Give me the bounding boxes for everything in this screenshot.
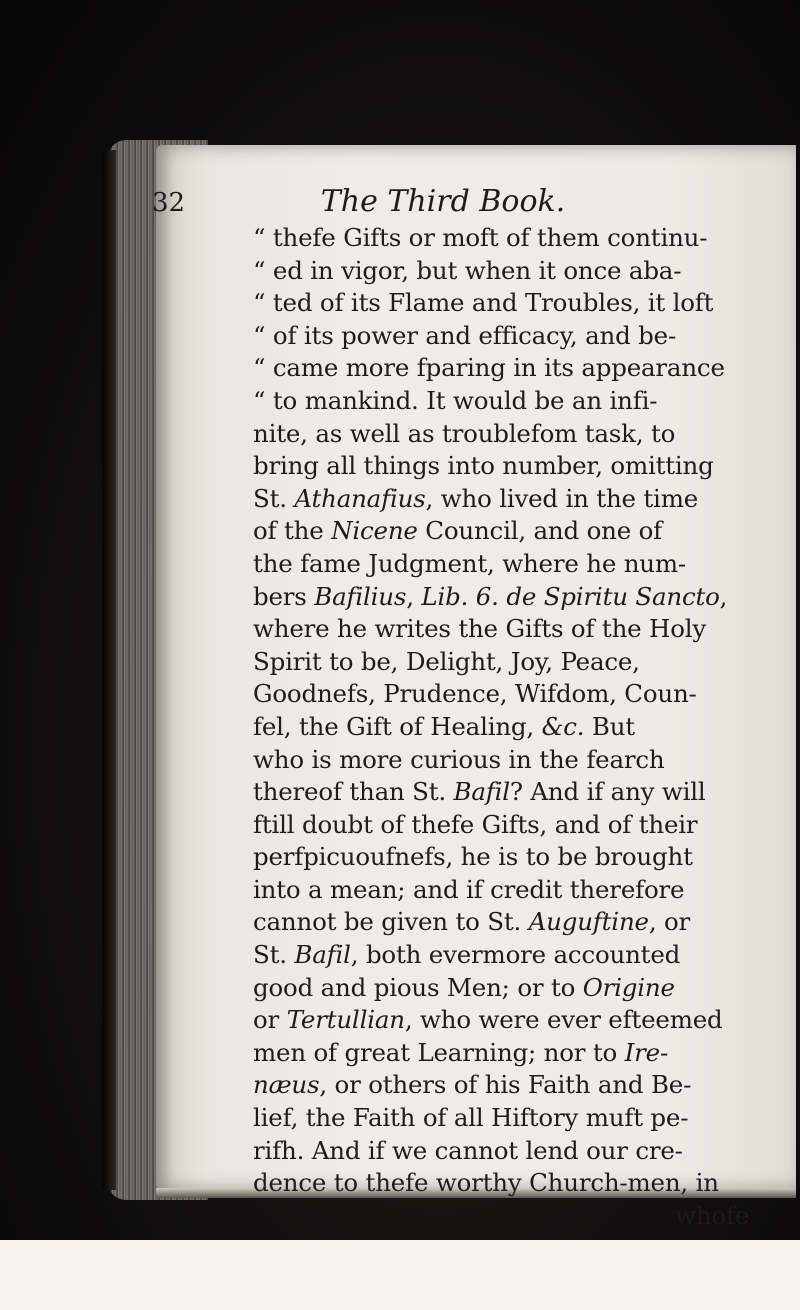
- text-line: ftill doubt of thefe Gifts, and of their: [253, 809, 698, 839]
- background-bottom: [0, 1240, 800, 1310]
- text-line: dence to thefe worthy Church-men, in: [253, 1168, 719, 1198]
- text-line: “ to mankind. It would be an infi-: [253, 385, 658, 415]
- text-line: or Tertullian, who were ever efteemed: [253, 1005, 723, 1035]
- text-line: cannot be given to St. Auguftine, or: [253, 907, 691, 937]
- text-line: thereof than St. Bafil? And if any will: [253, 777, 706, 807]
- text-line: perfpicuoufnefs, he is to be brought: [253, 842, 693, 872]
- text-line: Goodnefs, Prudence, Wifdom, Coun-: [253, 679, 697, 709]
- text-line: where he writes the Gifts of the Holy: [253, 614, 707, 644]
- text-line: “ came more fparing in its appearance: [253, 353, 725, 383]
- text-line: bers Bafilius, Lib. 6. de Spiritu Sancto,: [253, 581, 728, 611]
- text-line: næus, or others of his Faith and Be-: [253, 1070, 692, 1100]
- text-line: nite, as well as troublefom task, to: [253, 418, 676, 448]
- text-line: fel, the Gift of Healing, &c. But: [253, 711, 635, 741]
- text-line: of the Nicene Council, and one of: [253, 516, 663, 546]
- text-line: “ ted of its Flame and Troubles, it loft: [253, 288, 714, 318]
- text-line: Spirit to be, Delight, Joy, Peace,: [253, 646, 640, 676]
- page-number: 32: [152, 188, 186, 218]
- text-line: “ of its power and efficacy, and be-: [253, 320, 677, 350]
- text-line: into a mean; and if credit therefore: [253, 874, 685, 904]
- text-line: whofe: [675, 1200, 750, 1230]
- text-line: the fame Judgment, where he num-: [253, 548, 686, 578]
- book-gutter-shadow: [102, 150, 116, 1190]
- text-line: bring all things into number, omitting: [253, 451, 714, 481]
- text-line: “ thefe Gifts or moft of them continu-: [253, 223, 708, 252]
- text-line: St. Athanafius, who lived in the time: [253, 483, 699, 513]
- page-text: [253, 184, 798, 1232]
- text-line: St. Bafil, both evermore accounted: [253, 940, 681, 970]
- text-line: good and pious Men; or to Origine: [253, 972, 675, 1002]
- text-line: “ ed in vigor, but when it once aba-: [253, 255, 682, 285]
- text-line: men of great Learning; nor to Ire-: [253, 1037, 669, 1067]
- text-line: rifh. And if we cannot lend our cre-: [253, 1135, 683, 1165]
- running-head: The Third Book.: [320, 184, 566, 219]
- text-line: lief, the Faith of all Hiftory muft pe-: [253, 1103, 689, 1133]
- text-line: who is more curious in the fearch: [253, 744, 665, 774]
